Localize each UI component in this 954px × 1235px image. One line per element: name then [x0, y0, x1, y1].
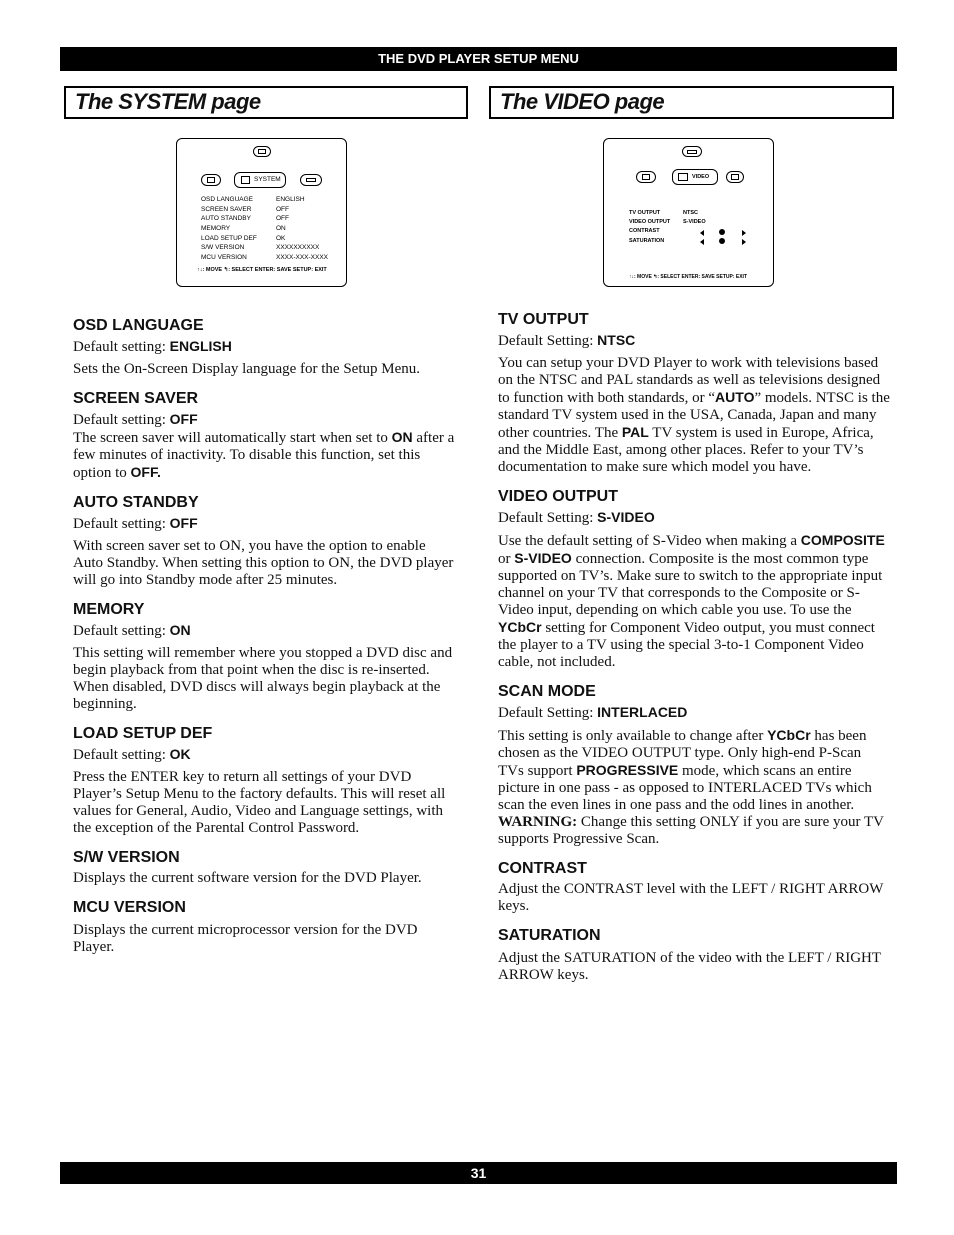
- row-name: SATURATION: [629, 238, 665, 244]
- section-body: Sets the On-Screen Display language for the Setup Menu.: [73, 361, 420, 377]
- section-body: Displays the current microprocessor version for the DVD Player.: [73, 922, 418, 955]
- level-dot-icon: [719, 238, 725, 244]
- right-arrow-icon: [742, 230, 746, 236]
- section-body: This setting is only available to change after YCbCr has been chosen as the VIDEO OUTPUT type. Only high-end P-Scan TVs support PROGRESSIVE mode, which scans an entire picture in one pass - as opposed to INTERLACED TVs which scan the even lines in one pass and the odd lines in another. WARNING: Change this setting ONLY if you are sure your TV supports Progressive Scan.: [498, 727, 884, 847]
- system-page-title: The SYSTEM page: [75, 89, 261, 114]
- setup-icon: [636, 171, 656, 183]
- page-number: 31: [470, 1165, 487, 1181]
- section-heading: OSD LANGUAGE: [73, 317, 204, 334]
- section-body: The screen saver will automatically start when set to ON after a few minutes of inactivity. To disable this function, set this option to OFF.: [73, 429, 455, 481]
- default-setting: Default Setting: INTERLACED: [498, 704, 688, 721]
- row-value: OK: [276, 235, 286, 242]
- system-tab-icon: [234, 172, 286, 188]
- section-heading: MEMORY: [73, 601, 145, 618]
- top-setup-icon: [682, 146, 702, 157]
- section-heading: SATURATION: [498, 927, 601, 944]
- system-column: [73, 316, 458, 956]
- video-column: [498, 310, 890, 984]
- row-value: XXXXXXXXXX: [276, 244, 320, 251]
- menu-hint: ↑↓: MOVE ↰: SELECT ENTER: SAVE SETUP: EXIT: [197, 267, 327, 273]
- row-name: S/W VERSION: [201, 244, 245, 251]
- row-value: OFF: [276, 215, 289, 222]
- video-tab-label: VIDEO: [692, 174, 710, 180]
- left-arrow-icon: [700, 239, 704, 245]
- video-menu-screen: [603, 138, 774, 287]
- row-value: ON: [276, 225, 286, 232]
- system-page-title-box: [64, 86, 468, 119]
- tv-icon: [201, 174, 221, 186]
- system-tab-label: SYSTEM: [254, 176, 281, 183]
- header-bar: [60, 47, 897, 71]
- section-body: Press the ENTER key to return all settings of your DVD Player’s Setup Menu to the factory defaults. This will reset all values for General, Audio, Video and Language settings, with the exception of the Parental Control Password.: [73, 769, 446, 836]
- row-name: LOAD SETUP DEF: [201, 235, 257, 242]
- video-tab-icon: [672, 169, 718, 185]
- level-dot-icon: [719, 229, 725, 235]
- default-setting: Default setting: OFF: [73, 515, 198, 532]
- menu-hint: ↑↓: MOVE ↰: SELECT ENTER: SAVE SETUP: EXIT: [629, 274, 747, 280]
- row-name: AUTO STANDBY: [201, 215, 251, 222]
- section-body: Use the default setting of S-Video when making a COMPOSITE or S-VIDEO connection. Composite is the most common type supported on TV’s. Make sure to switch to the appropriate input channel on your TV that corresponds to the Composite or S-Video input, depending on which cable you use. To use the YCbCr setting for Component Video output, you must connect the player to a TV using the special 3-to-1 Component Video cable, not included.: [498, 532, 885, 670]
- section-heading: SCREEN SAVER: [73, 390, 199, 407]
- row-name: CONTRAST: [629, 228, 660, 234]
- section-body: This setting will remember where you stopped a DVD disc and begin playback from that point when the disc is re-inserted. When disabled, DVD discs will always begin playback at the beginning.: [73, 645, 453, 712]
- section-body: Adjust the CONTRAST level with the LEFT / RIGHT ARROW keys.: [498, 881, 884, 914]
- section-heading: SCAN MODE: [498, 683, 596, 700]
- row-value: ENGLISH: [276, 196, 305, 203]
- row-value: OFF: [276, 206, 289, 213]
- row-name: TV OUTPUT: [629, 210, 661, 216]
- section-body: With screen saver set to ON, you have the option to enable Auto Standby. When setting this option to ON, the DVD player will go into Standby mode after 25 minutes.: [73, 538, 454, 588]
- right-arrow-icon: [742, 239, 746, 245]
- row-name: MEMORY: [201, 225, 231, 232]
- section-heading: S/W VERSION: [73, 849, 180, 866]
- default-setting: Default setting: ENGLISH: [73, 338, 232, 355]
- video-page-title: The VIDEO page: [500, 89, 665, 114]
- row-value: S-VIDEO: [683, 219, 706, 225]
- row-name: MCU VERSION: [201, 254, 247, 261]
- system-menu-screen: [176, 138, 347, 287]
- default-setting: Default setting: OFF: [73, 411, 198, 428]
- video-page-title-box: [489, 86, 894, 119]
- row-name: SCREEN SAVER: [201, 206, 252, 213]
- default-setting: Default setting: OK: [73, 746, 191, 763]
- default-setting: Default Setting: NTSC: [498, 332, 636, 349]
- section-heading: TV OUTPUT: [498, 311, 589, 328]
- display-icon: [726, 171, 744, 183]
- top-setup-icon: [253, 146, 271, 157]
- section-heading: CONTRAST: [498, 860, 587, 877]
- header-title: THE DVD PLAYER SETUP MENU: [378, 51, 579, 66]
- row-value: NTSC: [683, 210, 698, 216]
- default-setting: Default Setting: S-VIDEO: [498, 509, 655, 526]
- section-heading: VIDEO OUTPUT: [498, 488, 619, 505]
- section-body: You can setup your DVD Player to work with televisions based on the NTSC and PAL standards as well as televisions designed to function with both standards, or “AUTO” models. NTSC is the standard TV system used in the USA, Canada, Japan and many other countries. The PAL TV system is used in Europe, Africa, and the Middle East, among other places. Refer to your TV’s documentation to make sure which model you have.: [498, 355, 890, 475]
- left-arrow-icon: [700, 230, 704, 236]
- row-name: OSD LANGUAGE: [201, 196, 254, 203]
- section-body: Displays the current software version for the DVD Player.: [73, 870, 422, 886]
- row-name: VIDEO OUTPUT: [629, 219, 671, 225]
- row-value: XXXX-XXX-XXXX: [276, 254, 329, 261]
- section-body: Adjust the SATURATION of the video with the LEFT / RIGHT ARROW keys.: [498, 950, 881, 983]
- default-setting: Default setting: ON: [73, 622, 191, 639]
- section-heading: MCU VERSION: [73, 899, 186, 916]
- footer-bar: [60, 1162, 897, 1184]
- speaker-icon: [300, 174, 322, 186]
- section-heading: AUTO STANDBY: [73, 494, 199, 511]
- section-heading: LOAD SETUP DEF: [73, 725, 213, 742]
